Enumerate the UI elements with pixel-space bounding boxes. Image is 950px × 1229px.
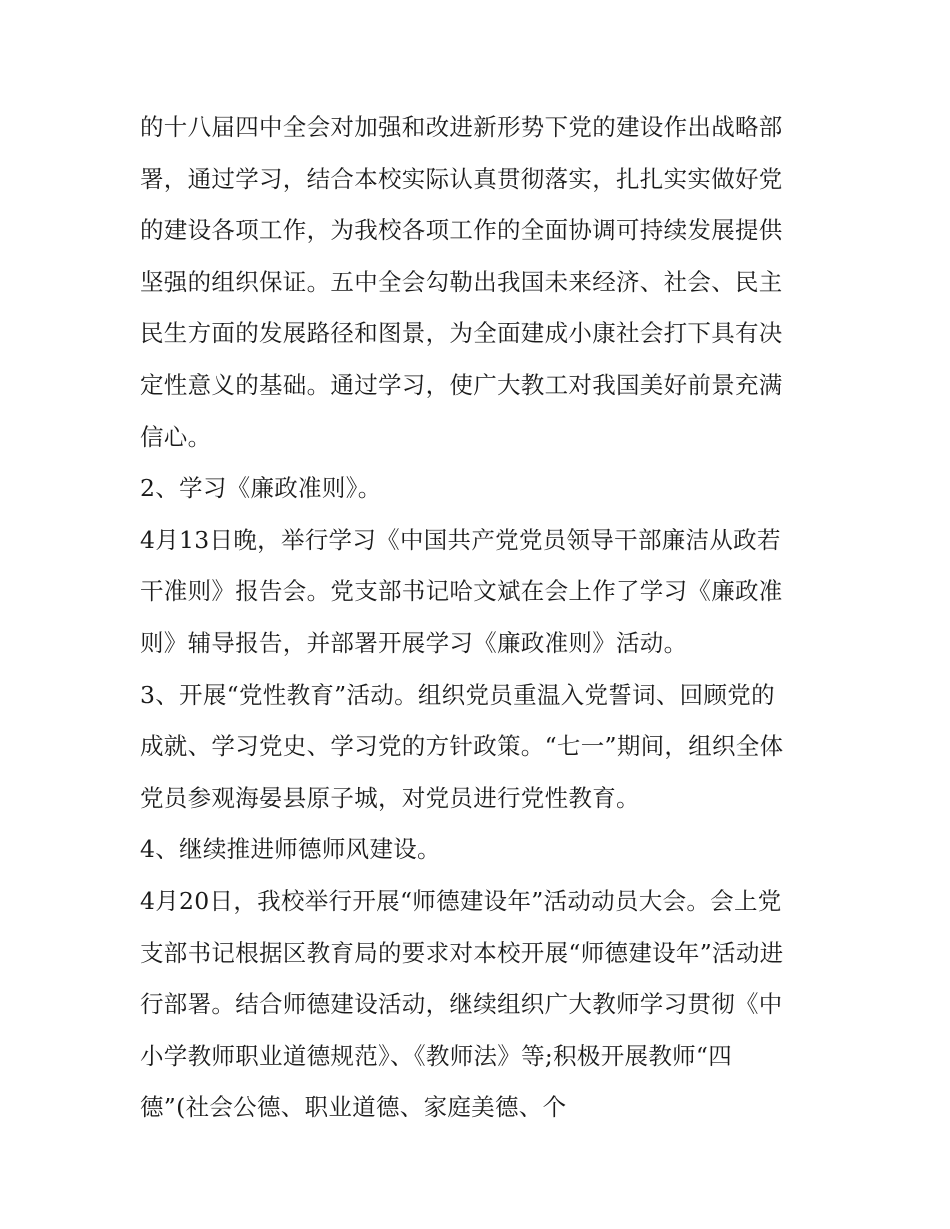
text-line: 民生方面的发展路径和图景，为全面建成小康社会打下具有决 (140, 319, 783, 348)
text-line: 则》辅导报告，并部署开展学习《廉政准则》活动。 (140, 628, 688, 657)
section-heading-4: 4、继续推进师德师风建设。 (140, 835, 441, 864)
text-line: 支部书记根据区教育局的要求对本校开展“师德建设年”活动进 (140, 938, 784, 967)
text-line: 4月13日晚，举行学习《中国共产党党员领导干部廉洁从政若 (140, 525, 781, 554)
text-line: 成就、学习党史、学习党的方针政策。“七一”期间，组织全体 (140, 732, 784, 761)
text-line: 4月20日，我校举行开展“师德建设年”活动动员大会。会上党 (140, 886, 782, 915)
document-page (140, 102, 820, 1134)
text-line: 署，通过学习，结合本校实际认真贯彻落实，扎扎实实做好党 (140, 164, 783, 193)
text-line: 小学教师职业道德规范》、《教师法》等;积极开展教师“四 (140, 1041, 733, 1070)
text-line: 定性意义的基础。通过学习，使广大教工对我国美好前景充满 (140, 370, 783, 399)
text-line: 行部署。结合师德建设活动，继续组织广大教师学习贯彻《中 (140, 990, 783, 1019)
section-heading-2: 2、学习《廉政准则》。 (140, 474, 382, 503)
text-line: 的建设各项工作，为我校各项工作的全面协调可持续发展提供 (140, 216, 783, 245)
text-line: 干准则》报告会。党支部书记哈文斌在会上作了学习《廉政准 (140, 577, 783, 606)
text-line: 信心。 (140, 422, 212, 451)
section-heading-3: 3、开展“党性教育”活动。组织党员重温入党誓词、回顾党的 (140, 680, 775, 709)
text-line: 坚强的组织保证。五中全会勾勒出我国未来经济、社会、民主 (140, 267, 783, 296)
text-line: 德”(社会公德、职业道德、家庭美德、个 (140, 1093, 567, 1122)
text-line: 的十八届四中全会对加强和改进新形势下党的建设作出战略部 (140, 113, 783, 141)
text-line: 党员参观海晏县原子城，对党员进行党性教育。 (140, 783, 640, 812)
